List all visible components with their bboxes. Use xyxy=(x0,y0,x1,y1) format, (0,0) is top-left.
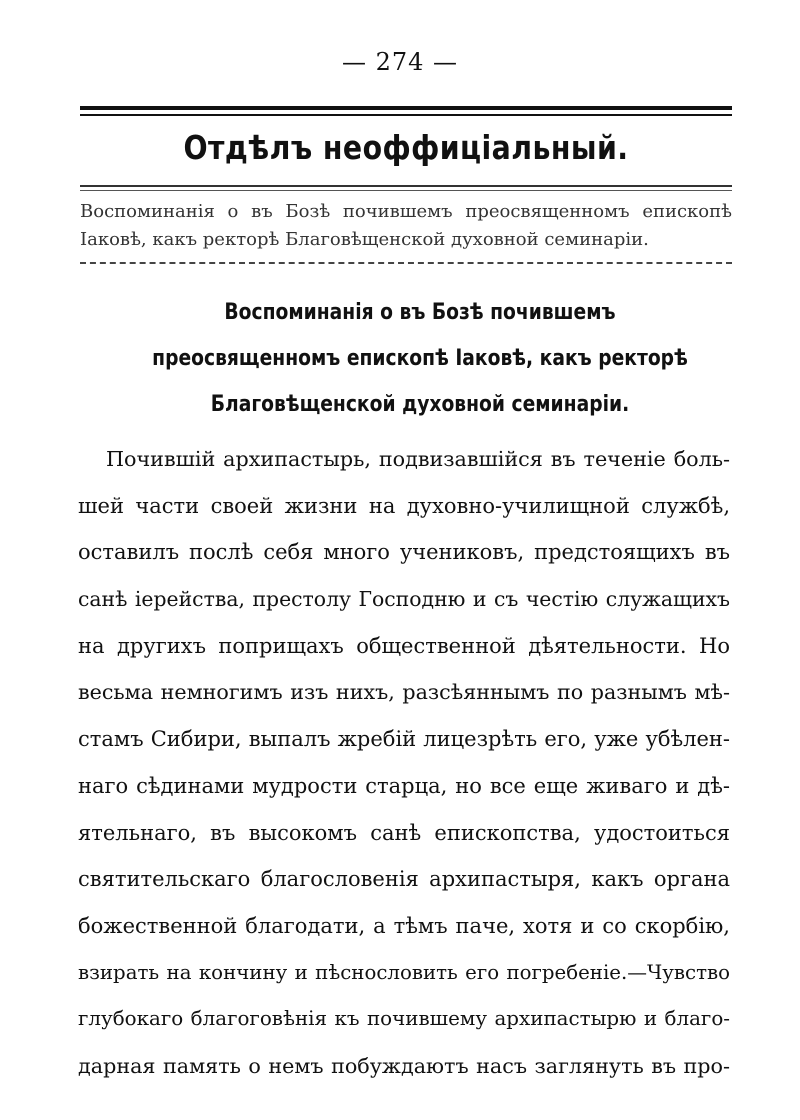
thin-rule-upper xyxy=(80,185,732,187)
body-text xyxy=(78,436,730,1090)
section-title: Отдѣлъ неоффиціальный. xyxy=(183,128,629,167)
body-line: взирать на кончину и пѣснословить его погребеніе.—Чувство xyxy=(78,960,730,984)
dashed-rule xyxy=(80,262,732,264)
body-line: на другихъ поприщахъ общественной дѣятельности. Но xyxy=(78,633,730,658)
thin-rule-lower xyxy=(80,190,732,191)
body-line: глубокаго благоговѣнія къ почившему архипастырю и благо- xyxy=(78,1007,730,1031)
body-line: божественной благодати, а тѣмъ паче, хотя и со скорбію, xyxy=(78,913,730,938)
page-number: — 274 — xyxy=(341,48,459,76)
heavy-rule-bottom xyxy=(80,114,732,116)
body-line: стамъ Сибири, выпалъ жребій лицезрѣть его, уже убѣлен- xyxy=(78,727,730,752)
running-head: Воспоминанія о въ Бозѣ почившемъ преосвященномъ епископѣ Іаковѣ, какъ ректорѣ Благовѣщенской духовной семинаріи. xyxy=(80,201,732,250)
body-line: санѣ іерейства, престолу Господню и съ честію служащихъ xyxy=(78,587,730,612)
body-line: святительскаго благословенія архипастыря, какъ органа xyxy=(78,867,730,892)
article-title: Воспоминанія о въ Бозѣ почившемъ преосвященномъ епископѣ Іаковѣ, какъ ректорѣ Благовѣщенской духовной семинаріи. xyxy=(152,300,688,417)
body-line: Почившій архипастырь, подвизавшійся въ теченіе боль- xyxy=(106,447,730,471)
body-line: шей части своей жизни на духовно-училищной службѣ, xyxy=(78,493,730,518)
body-line: оставилъ послѣ себя много учениковъ, предстоящихъ въ xyxy=(78,540,730,565)
body-line: наго сѣдинами мудрости старца, но все еще живаго и дѣ- xyxy=(78,773,730,798)
body-line: весьма немногимъ изъ нихъ, разсѣяннымъ по разнымъ мѣ- xyxy=(78,680,730,705)
heavy-rule-top xyxy=(80,106,732,110)
body-line: ятельнаго, въ высокомъ санѣ епископства, удостоиться xyxy=(78,820,730,845)
body-line: дарная память о немъ побуждаютъ насъ заглянуть въ про- xyxy=(78,1053,730,1078)
